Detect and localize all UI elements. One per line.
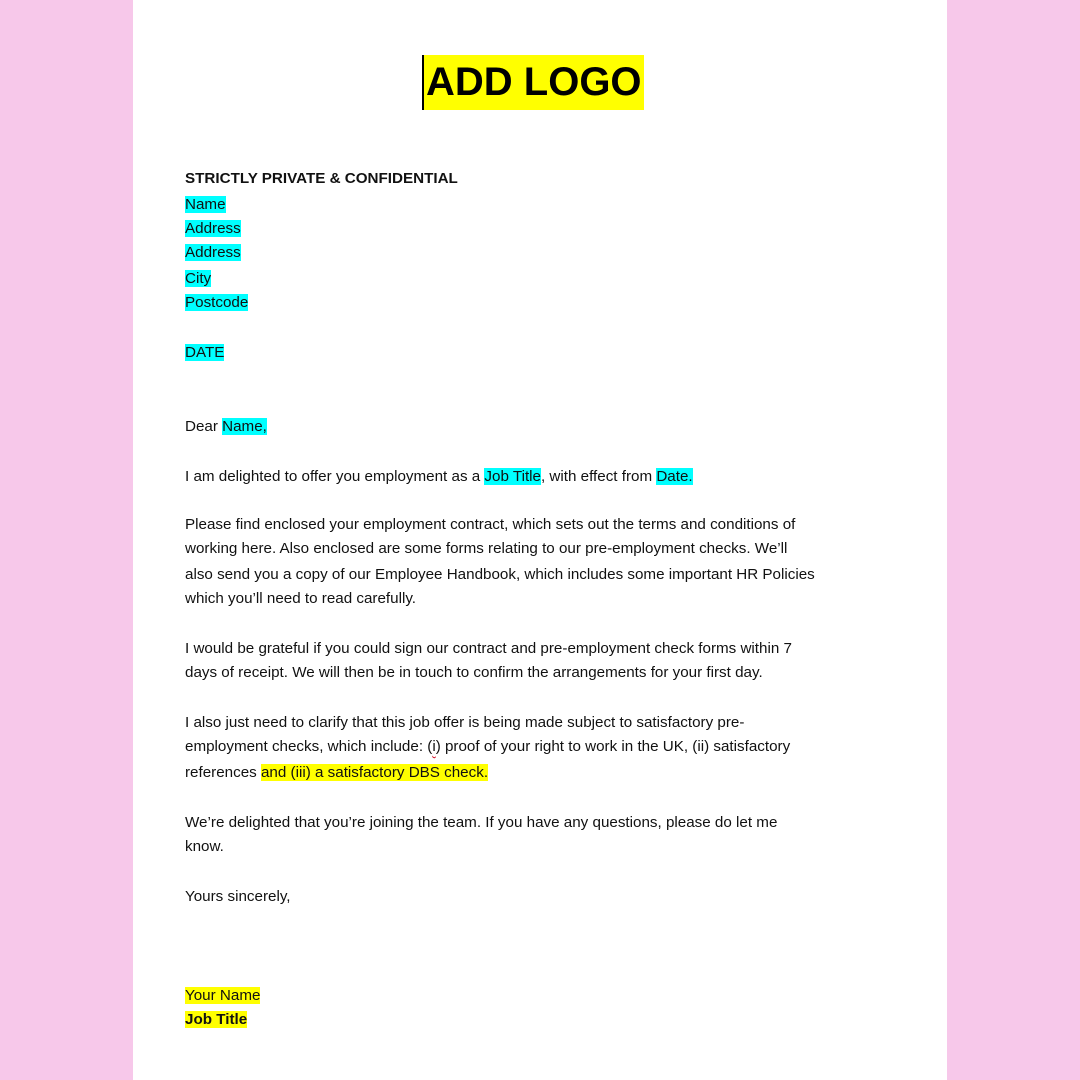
salutation	[185, 416, 267, 437]
letter-date	[185, 342, 224, 363]
closing-paragraph-line-1: We’re delighted that you’re joining the team. If you have any questions, please do let me	[185, 814, 778, 831]
closing-paragraph-line-2: know.	[185, 838, 224, 855]
recipient-postcode	[185, 292, 248, 313]
recipient-name-text: Name	[185, 196, 226, 213]
recipient-city	[185, 268, 211, 289]
offer-date: Date.	[656, 468, 693, 485]
checks-line-2-a: employment checks, which include: (	[185, 738, 433, 755]
recipient-address-1-text: Address	[185, 220, 241, 237]
offer-text-a: I am delighted to offer you employment as a	[185, 468, 485, 485]
recipient-address-2-text: Address	[185, 244, 241, 261]
sign-paragraph-line-1: I would be grateful if you could sign our contract and pre-employment check forms within 7	[185, 640, 792, 657]
contract-paragraph-line-3: also send you a copy of our Employee Handbook, which includes some important HR Policies	[185, 566, 815, 583]
signature-name	[185, 985, 260, 1006]
contract-paragraph-line-2: working here. Also enclosed are some forms relating to our pre-employment checks. We’ll	[185, 540, 788, 557]
dbs-check-highlight: and (iii) a satisfactory DBS check.	[260, 764, 489, 781]
recipient-postcode-text: Postcode	[185, 294, 249, 311]
logo-placeholder: ADD LOGO	[422, 55, 644, 110]
recipient-name	[185, 194, 226, 215]
checks-paragraph-line-2	[185, 736, 790, 757]
letter-date-text: DATE	[185, 344, 225, 361]
checks-line-3-a: references	[185, 764, 261, 781]
salutation-name: Name,	[222, 418, 267, 435]
recipient-city-text: City	[185, 270, 212, 287]
offer-paragraph	[185, 466, 693, 487]
spellcheck-underline: i	[432, 738, 436, 755]
salutation-prefix: Dear	[185, 418, 223, 435]
sign-paragraph-line-2: days of receipt. We will then be in touch to confirm the arrangements for your first day.	[185, 664, 763, 681]
document-page	[133, 0, 947, 1080]
signature-title	[185, 1009, 247, 1030]
checks-paragraph-line-1: I also just need to clarify that this job offer is being made subject to satisfactory pre-	[185, 714, 745, 731]
sign-off: Yours sincerely,	[185, 888, 291, 905]
signature-title-text: Job Title	[185, 1011, 248, 1028]
offer-job-title: Job Title	[484, 468, 541, 485]
contract-paragraph-line-4: which you’ll need to read carefully.	[185, 590, 417, 607]
offer-text-b: , with effect from	[540, 468, 657, 485]
confidential-heading: STRICTLY PRIVATE & CONFIDENTIAL	[185, 170, 458, 187]
checks-line-2-b: ) proof of your right to work in the UK, (ii) satisfactory	[435, 738, 791, 755]
recipient-address-1	[185, 218, 241, 239]
contract-paragraph-line-1: Please find enclosed your employment contract, which sets out the terms and conditions of	[185, 516, 796, 533]
recipient-address-2	[185, 242, 241, 263]
checks-paragraph-line-3	[185, 762, 488, 783]
signature-name-text: Your Name	[185, 987, 261, 1004]
